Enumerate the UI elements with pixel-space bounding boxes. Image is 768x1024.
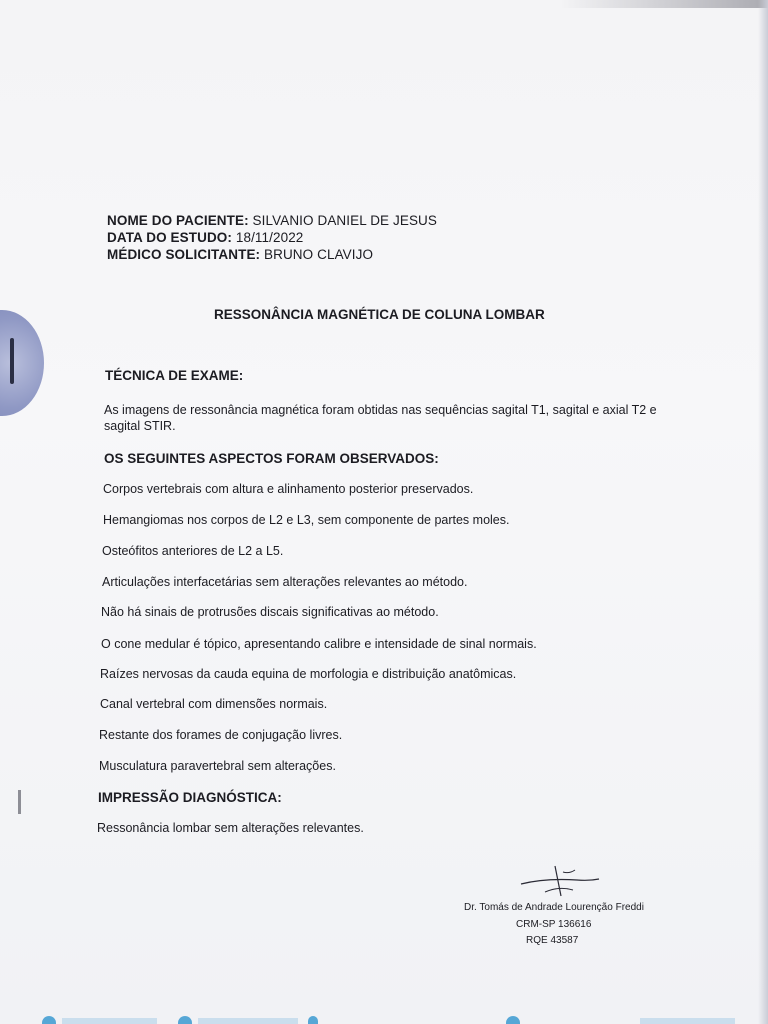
technique-heading: TÉCNICA DE EXAME: <box>105 368 244 383</box>
date-label: DATA DO ESTUDO: <box>107 230 232 245</box>
footer-icon <box>308 1016 318 1024</box>
footer-text-fragment <box>62 1018 157 1024</box>
technique-text: As imagens de ressonância magnética foram obtidas nas sequências sagital T1, sagital e axial T2 e sagital STIR. <box>104 403 657 433</box>
patient-label: NOME DO PACIENTE: <box>107 213 249 228</box>
finding-item: Articulações interfacetárias sem alterações relevantes ao método. <box>102 575 468 589</box>
staple-mark <box>10 338 14 384</box>
date-line <box>107 229 303 247</box>
doctor-value: BRUNO CLAVIJO <box>260 247 374 262</box>
observations-heading: OS SEGUINTES ASPECTOS FORAM OBSERVADOS: <box>104 451 439 466</box>
finding-item: Restante dos forames de conjugação livres. <box>99 728 343 742</box>
impression-heading: IMPRESSÃO DIAGNÓSTICA: <box>98 790 282 805</box>
footer-icon <box>42 1016 56 1024</box>
finding-item: Canal vertebral com dimensões normais. <box>100 697 328 711</box>
footer-text-fragment <box>198 1018 298 1024</box>
finding-item: Corpos vertebrais com altura e alinhamento posterior preservados. <box>103 482 474 496</box>
finding-item: Raízes nervosas da cauda equina de morfologia e distribuição anatômicas. <box>100 667 517 681</box>
patient-value: SILVANIO DANIEL DE JESUS <box>248 213 438 228</box>
footer-icon <box>178 1016 192 1024</box>
signer-rqe: RQE 43587 <box>526 935 579 946</box>
report-title: RESSONÂNCIA MAGNÉTICA DE COLUNA LOMBAR <box>214 307 545 322</box>
finding-item: Osteófitos anteriores de L2 a L5. <box>102 544 284 558</box>
signer-name: Dr. Tomás de Andrade Lourenção Freddi <box>464 902 644 913</box>
ink-smudge <box>18 790 21 814</box>
finding-item: Musculatura paravertebral sem alterações. <box>99 759 336 773</box>
handwritten-signature <box>515 862 605 902</box>
date-value: 18/11/2022 <box>232 230 304 245</box>
page-edge <box>758 0 768 1024</box>
signer-crm: CRM-SP 136616 <box>516 919 592 930</box>
patient-line <box>107 212 437 230</box>
doctor-label: MÉDICO SOLICITANTE: <box>107 247 261 262</box>
footer-icon <box>506 1016 520 1024</box>
finding-item: O cone medular é tópico, apresentando calibre e intensidade de sinal normais. <box>101 637 537 651</box>
doctor-line <box>107 246 373 264</box>
footer-strip <box>0 1010 768 1024</box>
impression-text: Ressonância lombar sem alterações relevantes. <box>97 821 364 835</box>
finding-item: Hemangiomas nos corpos de L2 e L3, sem componente de partes moles. <box>103 513 510 527</box>
finding-item: Não há sinais de protrusões discais significativas ao método. <box>101 605 439 619</box>
punch-hole-mark <box>0 310 44 416</box>
page-shadow <box>560 0 768 8</box>
footer-text-fragment <box>640 1018 735 1024</box>
